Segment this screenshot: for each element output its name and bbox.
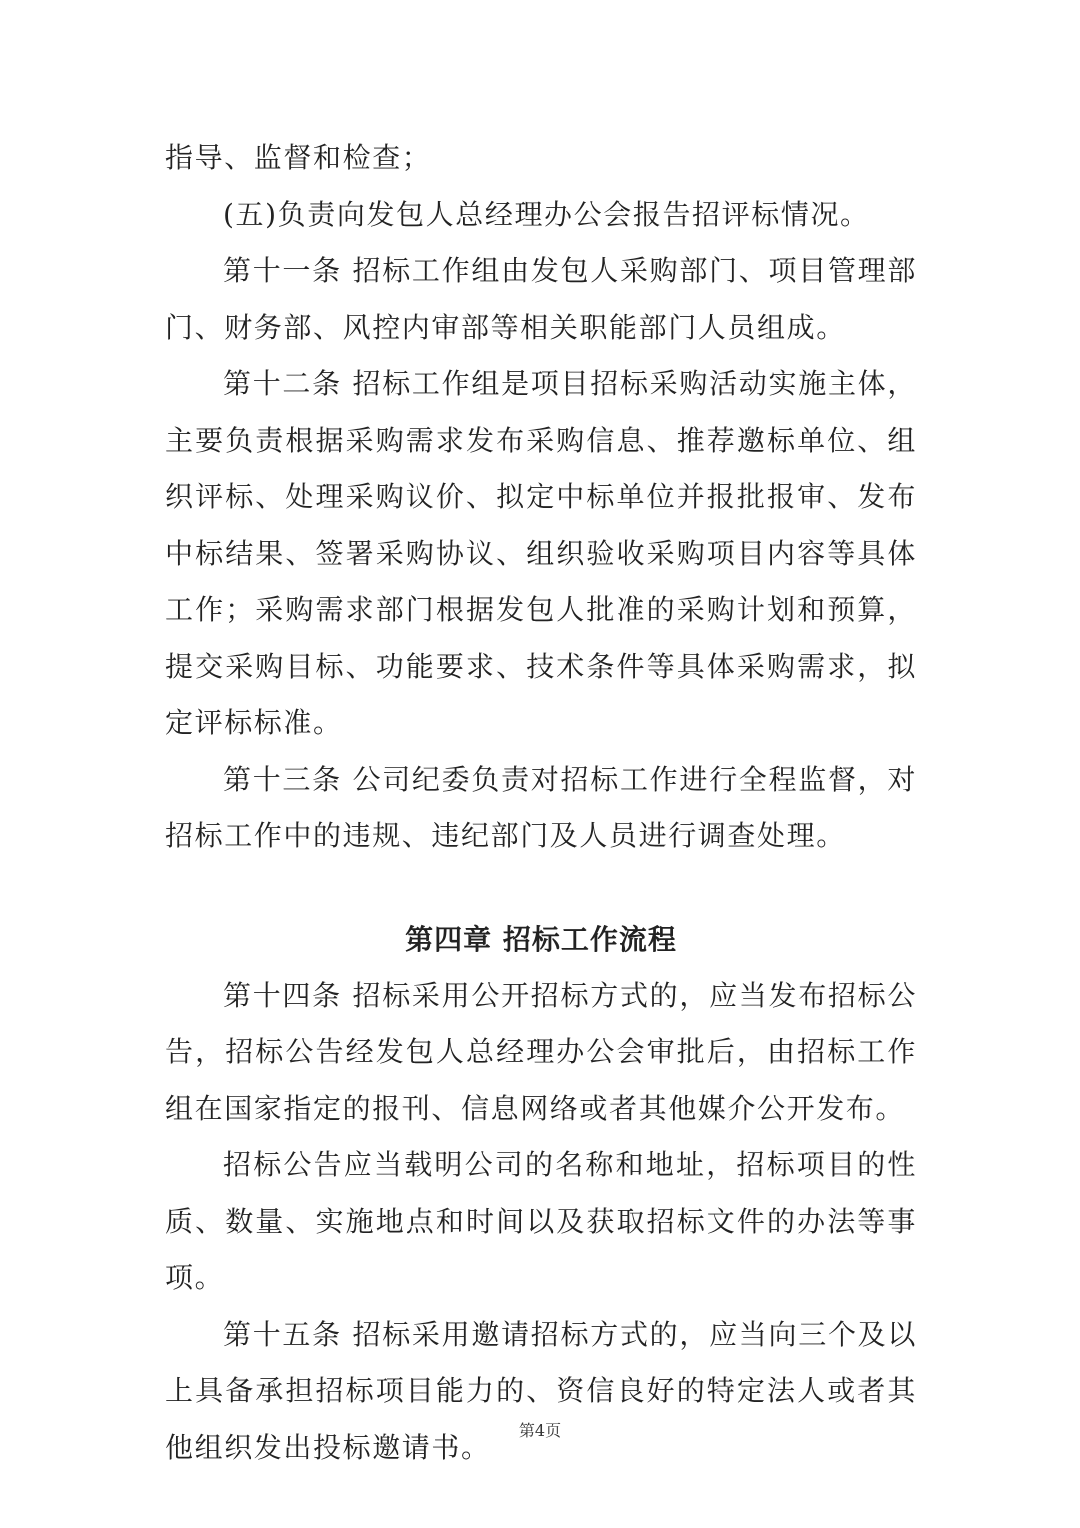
page-number: 第4页 bbox=[518, 1421, 562, 1440]
paragraph: 第十五条 招标采用邀请招标方式的，应当向三个及以上具备承担招标项目能力的、资信良好的特定法人或者其他组织发出投标邀请书。 bbox=[165, 1317, 917, 1464]
document-body bbox=[165, 130, 917, 1476]
paragraph: 第十二条 招标工作组是项目招标采购活动实施主体，主要负责根据采购需求发布采购信息、推荐邀标单位、组织评标、处理采购议价、拟定中标单位并报批报审、发布中标结果、签署采购协议、组织验收采购项目内容等具体工作；采购需求部门根据发包人批准的采购计划和预算，提交采购目标、功能要求、技术条件等具体采购需求，拟定评标标准。 bbox=[165, 367, 917, 739]
chapter-title: 第四章 招标工作流程 bbox=[405, 922, 677, 956]
paragraph: 第十四条 招标采用公开招标方式的，应当发布招标公告，招标公告经发包人总经理办公会审批后，由招标工作组在国家指定的报刊、信息网络或者其他媒介公开发布。 bbox=[165, 978, 917, 1125]
paragraph: 第十一条 招标工作组由发包人采购部门、项目管理部门、财务部、风控内审部等相关职能部门人员组成。 bbox=[165, 254, 917, 344]
section-before-chapter bbox=[165, 130, 917, 865]
paragraph: 指导、监督和检查； bbox=[165, 141, 432, 174]
paragraph: 第十三条 公司纪委负责对招标工作进行全程监督，对招标工作中的违规、违纪部门及人员进行调查处理。 bbox=[165, 762, 917, 852]
section-after-chapter bbox=[165, 968, 917, 1477]
paragraph: 招标公告应当载明公司的名称和地址，招标项目的性质、数量、实施地点和时间以及获取招标文件的办法等事项。 bbox=[165, 1148, 917, 1294]
paragraph: (五)负责向发包人总经理办公会报告招评标情况。 bbox=[223, 197, 870, 231]
